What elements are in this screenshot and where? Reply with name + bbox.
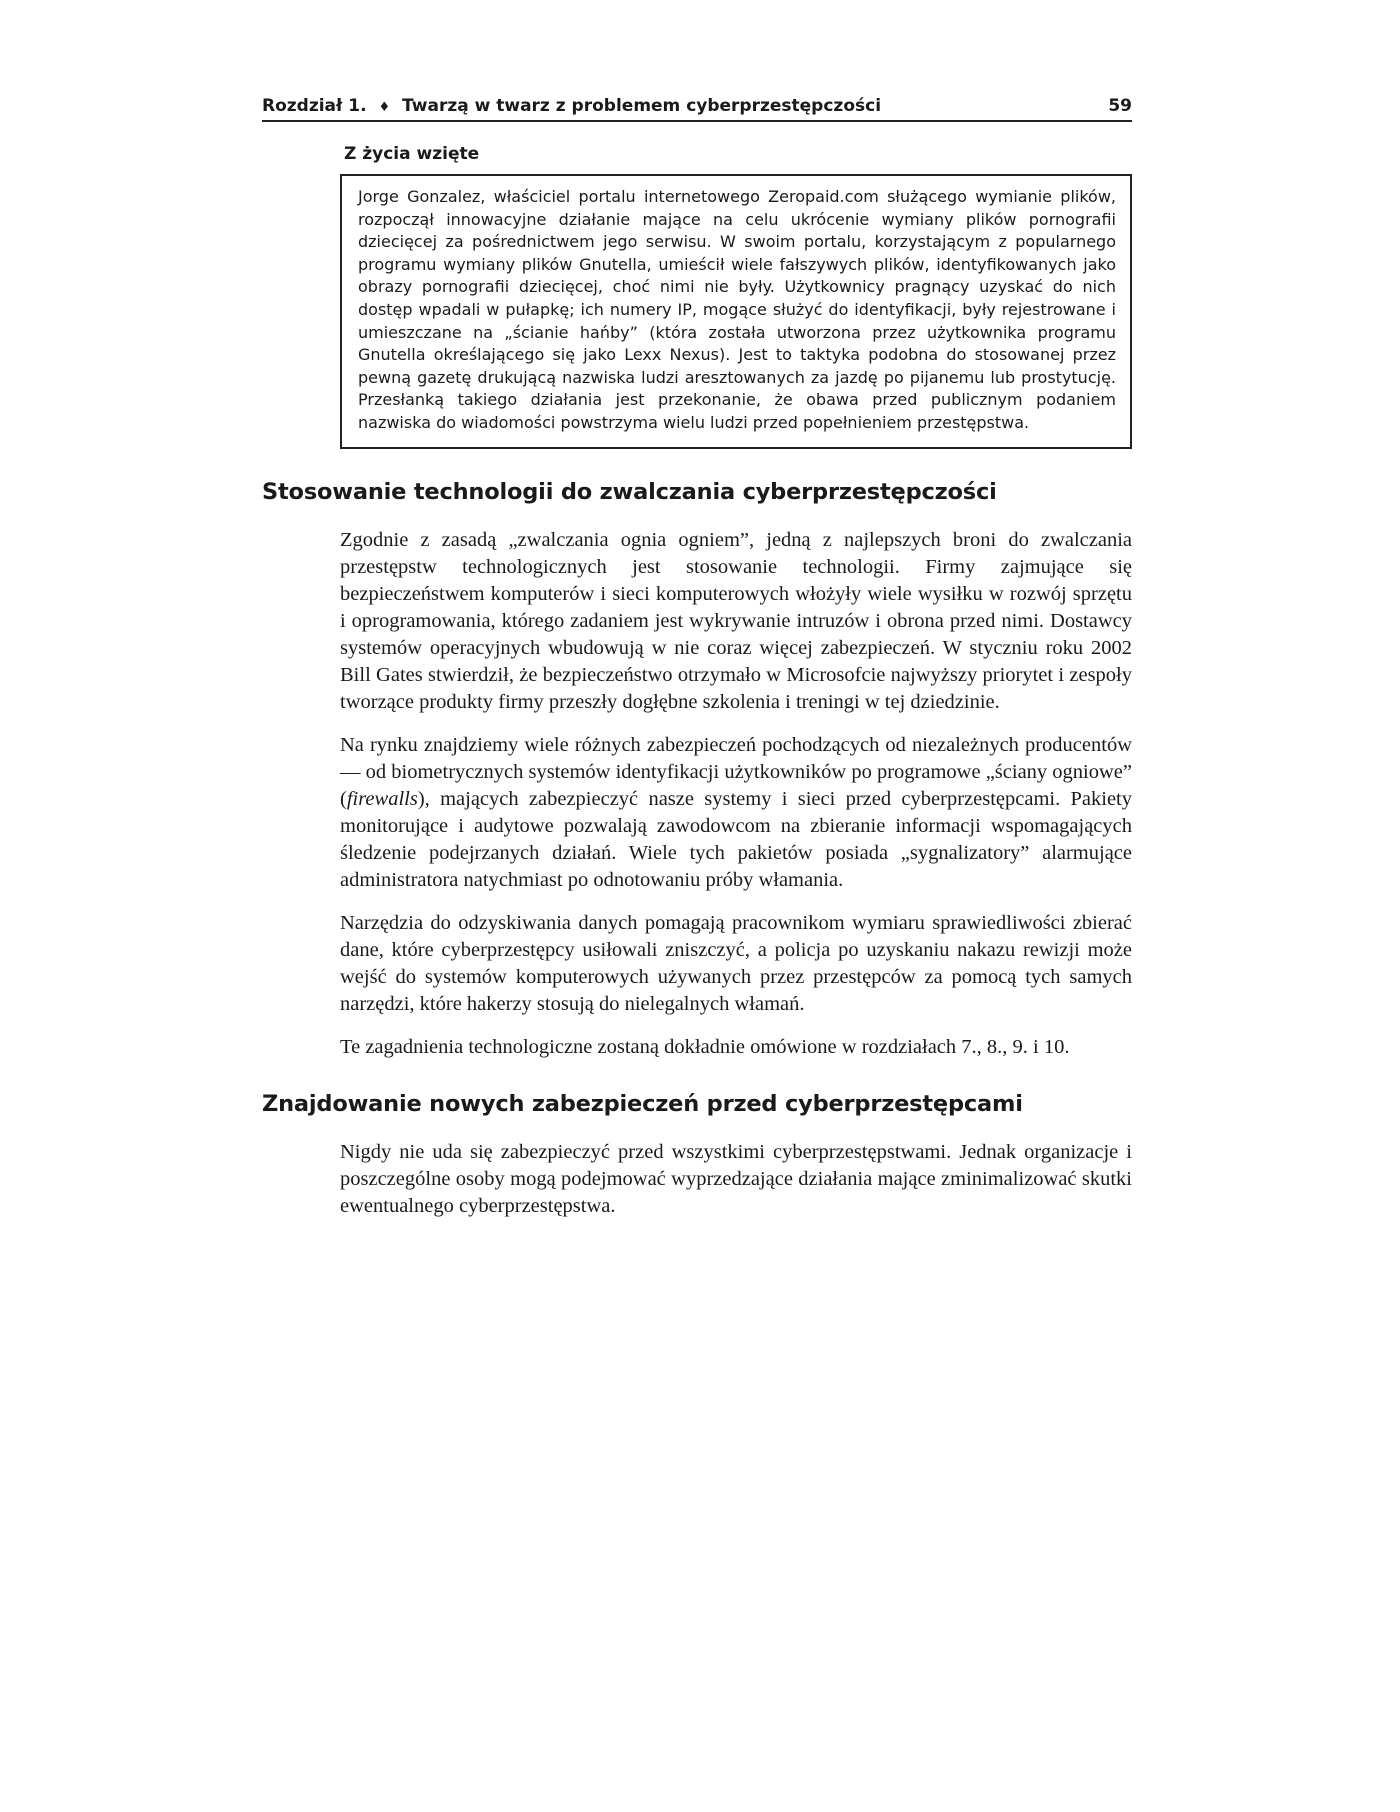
running-head — [262, 96, 1132, 122]
paragraph: Te zagadnienia technologiczne zostaną dokładnie omówione w rozdziałach 7., 8., 9. i 10. — [340, 1035, 1070, 1058]
paragraph-text: ), mających zabezpieczyć nasze systemy i sieci przed cyberprzestępcami. Pakiety monitorujące i audytowe pozwalają zawodowcom na zbieranie informacji wspomagających śledzenie podejrzanych działań. Wiele tych pakietów posiada „sygnalizatory” alarmujące administratora natychmiast po odnotowaniu próby włamania. — [340, 787, 1132, 891]
book-page — [262, 96, 1132, 1236]
paragraph-italic-term: firewalls — [346, 787, 418, 810]
page-number: 59 — [1108, 96, 1132, 116]
chapter-label: Rozdział 1. — [262, 96, 367, 116]
section-body-technology — [340, 527, 1132, 1061]
chapter-title: Twarzą w twarz z problemem cyberprzestępczości — [402, 96, 882, 116]
paragraph-text: Na rynku znajdziemy wiele różnych zabezpieczeń pochodzących od niezależnych producentów — od biometrycznych systemów identyfikacji użytkowników po programowe „ściany ogniowe” ( — [340, 733, 1132, 810]
paragraph: Narzędzia do odzyskiwania danych pomagają pracownikom wymiaru sprawiedliwości zbierać dane, które cyberprzestępcy usiłowali zniszczyć, a policja po uzyskaniu nakazu rewizji może wejść do systemów komputerowych używanych przez przestępców za pomocą tych samych narzędzi, które hakerzy stosują do nielegalnych włamań. — [340, 911, 1132, 1015]
section-body-new-protections — [340, 1139, 1132, 1220]
paragraph — [340, 732, 1132, 894]
sidebar-title: Z życia wzięte — [344, 144, 480, 164]
paragraph: Nigdy nie uda się zabezpieczyć przed wszystkimi cyberprzestępstwami. Jednak organizacje i poszczególne osoby mogą podejmować wyprzedzające działania mające zminimalizować skutki ewentualnego cyberprzestępstwa. — [340, 1140, 1132, 1217]
running-head-left — [262, 96, 881, 116]
sidebar-case-study — [340, 144, 1132, 449]
paragraph: Zgodnie z zasadą „zwalczania ognia ogniem”, jedną z najlepszych broni do zwalczania przestępstw technologicznych jest stosowanie technologii. Firmy zajmujące się bezpieczeństwem komputerów i sieci komputerowych włożyły wiele wysiłku w rozwój sprzętu i oprogramowania, którego zadaniem jest wykrywanie intruzów i obrona przed nimi. Dostawcy systemów operacyjnych wbudowują w nie coraz więcej zabezpieczeń. W styczniu roku 2002 Bill Gates stwierdził, że bezpieczeństwo otrzymało w Microsofcie najwyższy priorytet i zespoły tworzące produkty firmy przeszły dogłębne szkolenia i treningi w tej dziedzinie. — [340, 528, 1132, 713]
sidebar-text: Jorge Gonzalez, właściciel portalu internetowego Zeropaid.com służącego wymianie plików, rozpoczął innowacyjne działanie mające na celu ukrócenie wymiany plików pornografii dziecięcej za pośrednictwem jego serwisu. W swoim portalu, korzystającym z popularnego programu wymiany plików Gnutella, umieścił wiele fałszywych plików, identyfikowanych jako obrazy pornografii dziecięcej, choć nimi nie były. Użytkownicy pragnący uzyskać do nich dostęp wpadali w pułapkę; ich numery IP, mogące służyć do identyfikacji, były rejestrowane i umieszczane na „ścianie hańby” (która została utworzona przez użytkownika programu Gnutella określającego się jako Lexx Nexus). Jest to taktyka podobna do stosowanej przez pewną gazetę drukującą nazwiska ludzi aresztowanych za jazdę po pijanemu lub prostytucję. Przesłanką takiego działania jest przekonanie, że obawa przed publicznym podaniem nazwiska do wiadomości powstrzyma wielu ludzi przed popełnieniem przestępstwa. — [340, 174, 1132, 449]
diamond-separator-icon: ♦ — [378, 100, 391, 115]
section-heading-technology: Stosowanie technologii do zwalczania cyberprzestępczości — [262, 478, 997, 505]
section-heading-new-protections: Znajdowanie nowych zabezpieczeń przed cyberprzestępcami — [262, 1090, 1023, 1117]
